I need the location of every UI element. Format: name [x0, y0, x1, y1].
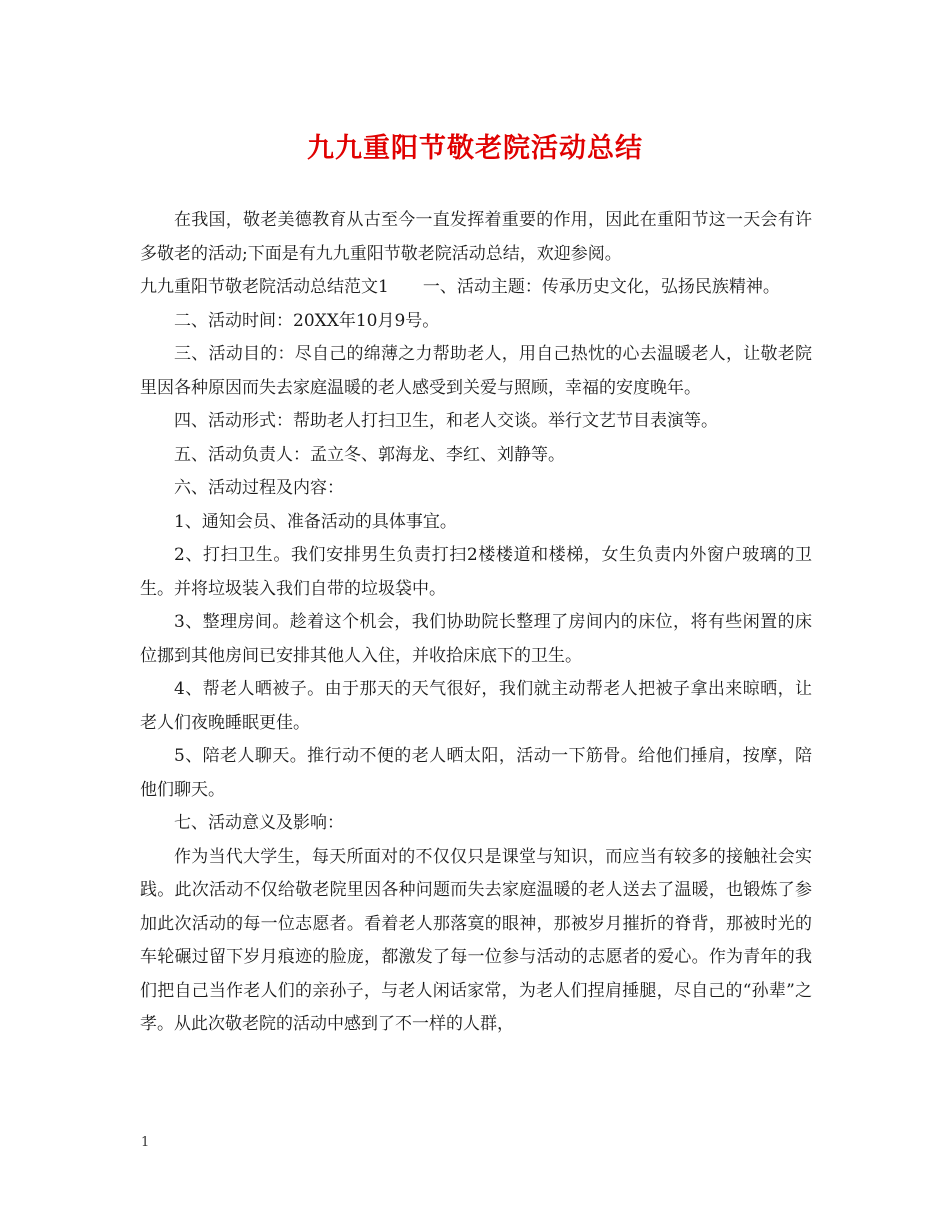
paragraph: 4、帮老人晒被子。由于那天的天气很好，我们就主动帮老人把被子拿出来晾晒，让老人们夜晚睡眠更佳。 [140, 679, 812, 733]
paragraph: 四、活动形式：帮助老人打扫卫生，和老人交谈。举行文艺节目表演等。 [174, 411, 718, 431]
paragraph: 1、通知会员、准备活动的具体事宜。 [174, 511, 457, 532]
paragraph: 二、活动时间：20XX年10月9号。 [174, 310, 440, 331]
document-body [140, 204, 812, 1042]
paragraph: 三、活动目的：尽自己的绵薄之力帮助老人，用自己热忱的心去温暖老人，让敬老院里因各种原因而失去家庭温暖的老人感受到关爱与照顾，幸福的安度晚年。 [140, 344, 812, 398]
paragraph: 五、活动负责人：孟立冬、郭海龙、李红、刘静等。 [174, 444, 565, 465]
paragraph: 2、打扫卫生。我们安排男生负责打扫2楼楼道和楼梯，女生负责内外窗户玻璃的卫生。并将垃圾装入我们自带的垃圾袋中。 [140, 545, 812, 599]
paragraph: 六、活动过程及内容： [174, 478, 344, 498]
paragraph: 作为当代大学生，每天所面对的不仅仅只是课堂与知识，而应当有较多的接触社会实践。此次活动不仅给敬老院里因各种问题而失去家庭温暖的老人送去了温暖，也锻炼了参加此次活动的每一位志愿者。看着老人那落寞的眼神，那被岁月摧折的脊背，那被时光的车轮碾过留下岁月痕迹的脸庞，都激发了每一位参与活动的志愿者的爱心。作为青年的我们把自己当作老人们的亲孙子，与老人闲话家常，为老人们捏肩捶腿，尽自己的“孙辈”之孝。从此次敬老院的活动中感到了不一样的人群， [140, 846, 812, 1034]
document-title: 九九重阳节敬老院活动总结 [307, 133, 643, 164]
paragraph: 七、活动意义及影响： [174, 813, 344, 833]
paragraph: 在我国，敬老美德教育从古至今一直发挥着重要的作用，因此在重阳节这一天会有许多敬老的活动;下面是有九九重阳节敬老院活动总结，欢迎参阅。 [140, 210, 812, 264]
paragraph: 3、整理房间。趁着这个机会，我们协助院长整理了房间内的床位，将有些闲置的床位挪到其他房间已安排其他人入住，并收拾床底下的卫生。 [140, 612, 812, 666]
page-number: 1 [141, 1135, 150, 1150]
paragraph: 九九重阳节敬老院活动总结范文1 一、活动主题：传承历史文化，弘扬民族精神。 [140, 277, 780, 297]
paragraph: 5、陪老人聊天。推行动不便的老人晒太阳，活动一下筋骨。给他们捶肩，按摩，陪他们聊天。 [140, 746, 812, 800]
